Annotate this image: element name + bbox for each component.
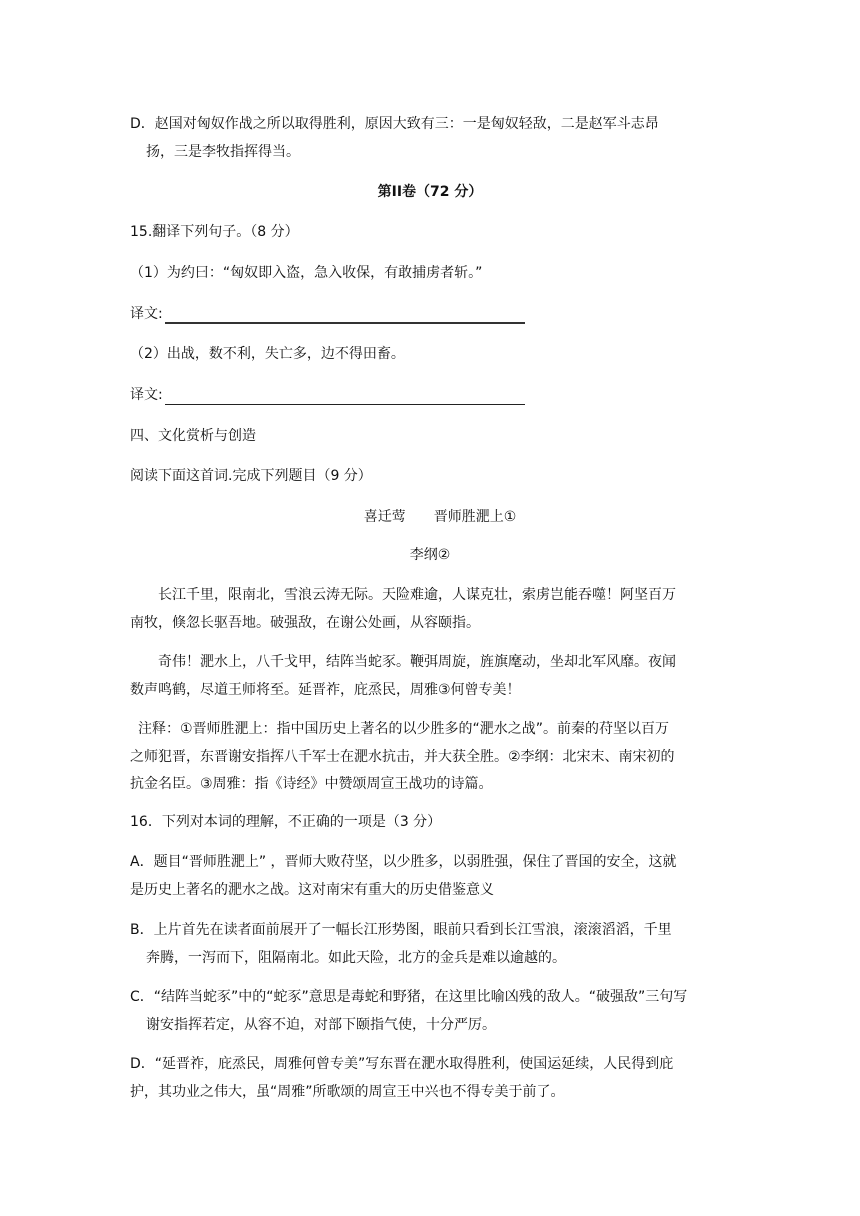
poem-title: 喜迁莺 晋师胜淝上① <box>363 509 517 525</box>
q16-option-a-line2: 是历史上著名的淝水之战。这对南宋有重大的历史借鉴意义 <box>130 882 494 898</box>
answer-label: 译文: <box>130 306 163 322</box>
q16-heading: 16．下列对本词的理解，不正确的一项是（3 分） <box>130 814 442 830</box>
q16-option-c-line2: 谢安指挥若定，从容不迫，对部下颐指气使，十分严厉。 <box>146 1017 496 1033</box>
poem-intro: 阅读下面这首词.完成下列题目（9 分） <box>130 468 372 484</box>
poem-stanza2-line2: 数声鸣鹤，尽道王师将至。延晋祚，庇烝民，周雅③何曾专美！ <box>130 682 521 698</box>
q15-item1: （1）为约曰：“匈奴即入盗，急入收保，有敢捕虏者斩。” <box>130 265 483 281</box>
q15-heading: 15.翻译下列句子。（8 分） <box>130 224 299 240</box>
poem-stanza2-line1: 奇伟！淝水上，八千戈甲，结阵当蛇豕。鞭弭周旋，旌旗麾动，坐却北军风靡。夜闻 <box>158 654 676 670</box>
q16-option-d-line2: 护，其功业之伟大，虽“周雅”所歌颂的周宣王中兴也不得专美于前了。 <box>130 1084 565 1100</box>
q14-option-d-line1: D．赵国对匈奴作战之所以取得胜利，原因大致有三：一是匈奴轻敌，二是赵军斗志昂 <box>130 116 659 132</box>
answer-blank-1[interactable] <box>165 308 525 324</box>
poem-author: 李纲② <box>409 547 451 563</box>
q16-option-b-line2: 奔腾，一泻而下，阻隔南北。如此天险，北方的金兵是难以逾越的。 <box>146 950 566 966</box>
poem-stanza1-line1: 长江千里，限南北，雪浪云涛无际。天险难逾，人谋克壮，索虏岂能吞噬！阿坚百万 <box>158 587 676 603</box>
q16-option-a-line1: A．题目“晋师胜淝上” ，晋师大败苻坚，以少胜多，以弱胜强，保住了晋国的安全，这就 <box>130 854 677 870</box>
section2-title: 第II卷（72 分） <box>377 184 483 200</box>
q16-option-d-line1: D．“延晋祚，庇烝民，周雅何曾专美”写东晋在淝水取得胜利，使国运延续，人民得到庇 <box>130 1056 674 1072</box>
poem-stanza1-line2: 南牧，倏忽长驱吾地。破强敌，在谢公处画，从容颐指。 <box>130 615 480 631</box>
notes-line3: 抗金名臣。③周雅：指《诗经》中赞颂周宣王战功的诗篇。 <box>130 776 493 792</box>
q16-option-b-line1: B．上片首先在读者面前展开了一幅长江形势图，眼前只看到长江雪浪，滚滚滔滔，千里 <box>130 922 672 938</box>
notes-line1: 注释：①晋师胜淝上：指中国历史上著名的以少胜多的“淝水之战”。前秦的苻坚以百万 <box>138 721 670 737</box>
q15-answer1 <box>130 304 525 324</box>
q16-option-c-line1: C．“结阵当蛇豕”中的“蛇豕”意思是毒蛇和野猪，在这里比喻凶残的敌人。“破强敌”三句写 <box>130 989 688 1005</box>
answer-label: 译文: <box>130 387 163 403</box>
notes-line2: 之师犯晋，东晋谢安指挥八千军士在淝水抗击，并大获全胜。②李纲：北宋末、南宋初的 <box>130 749 675 765</box>
section4-title: 四、文化赏析与创造 <box>130 428 256 444</box>
q15-item2: （2）出战，数不利，失亡多，边不得田畜。 <box>130 346 405 362</box>
answer-blank-2[interactable] <box>165 390 525 405</box>
q15-answer2 <box>130 385 525 405</box>
q14-option-d-line2: 扬，三是李牧指挥得当。 <box>146 144 300 160</box>
